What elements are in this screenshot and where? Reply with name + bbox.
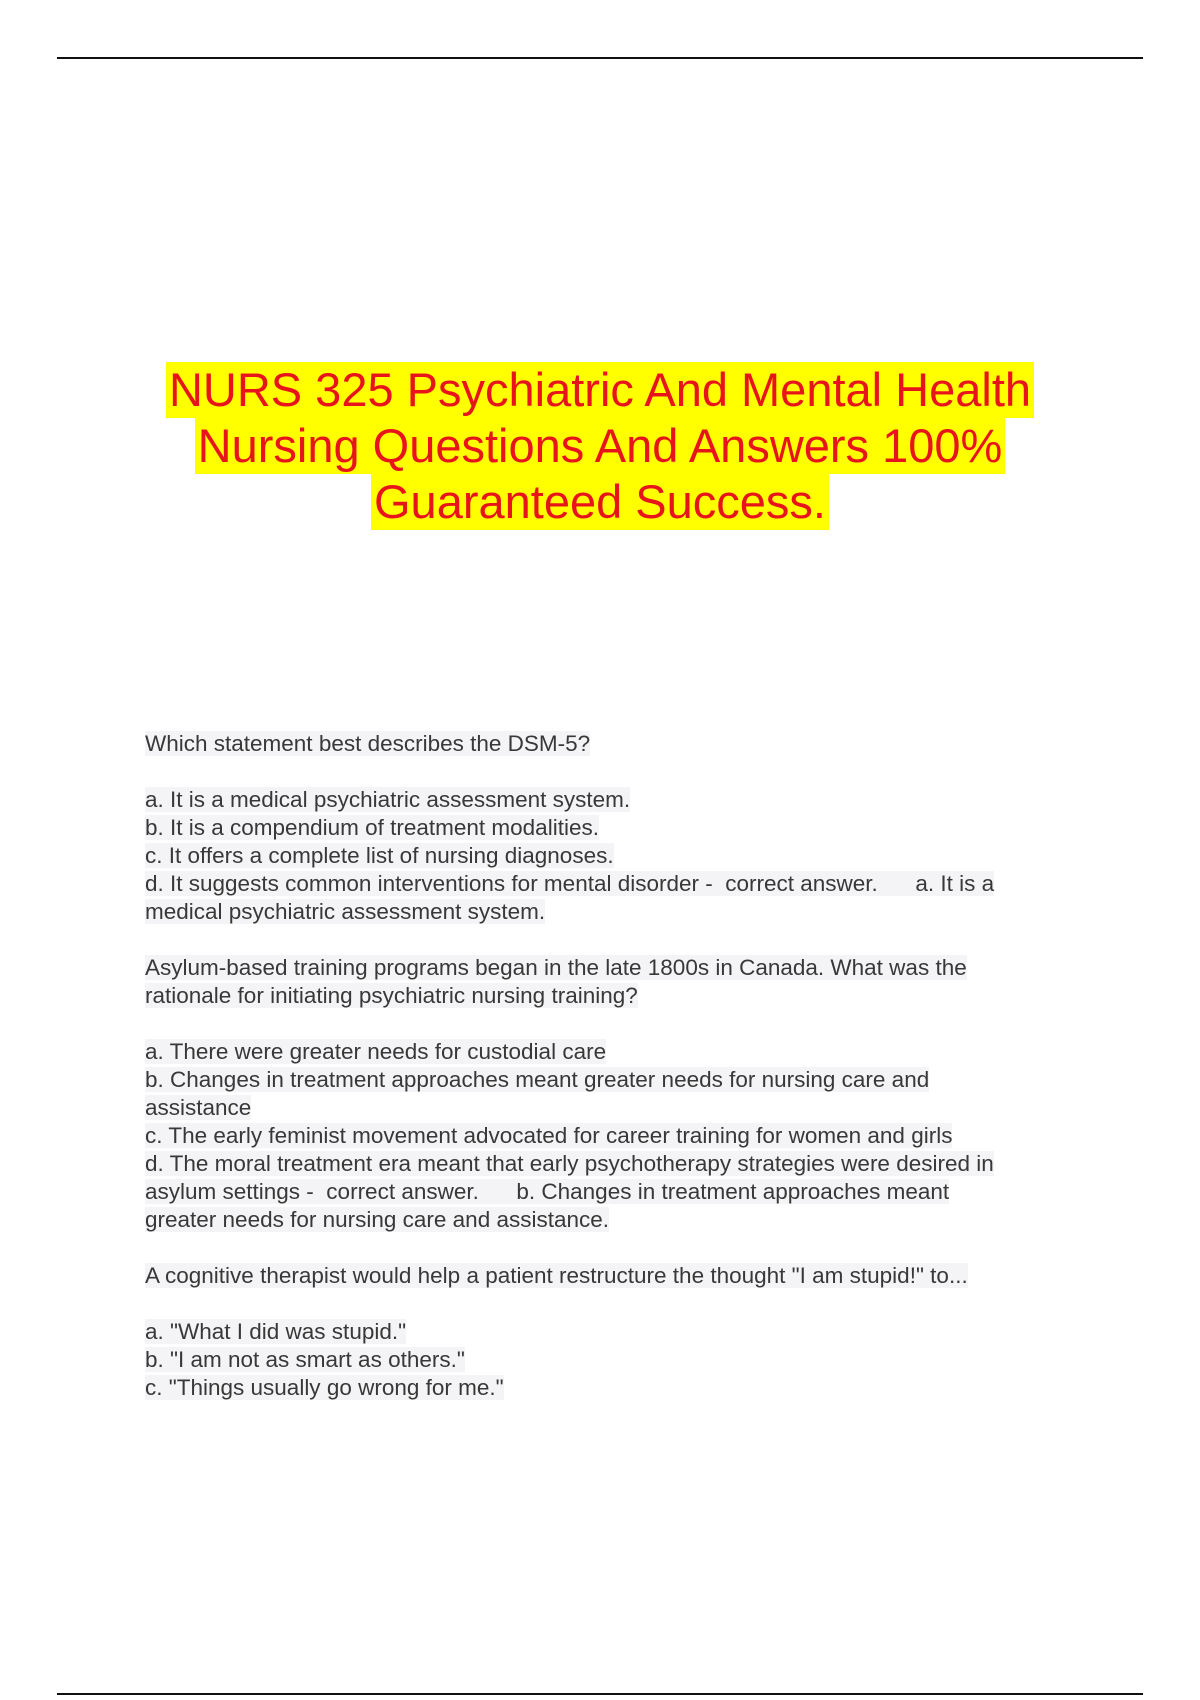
option-line: a. "What I did was stupid." [145,1319,407,1344]
option-line: assistance [145,1095,252,1120]
question-text: rationale for initiating psychiatric nursing training? [145,983,638,1008]
option-line: b. Changes in treatment approaches meant greater needs for nursing care and [145,1067,930,1092]
question-stem [145,730,1065,758]
option-line: asylum settings - correct answer. b. Changes in treatment approaches meant [145,1179,950,1204]
question-stem [145,954,1065,1010]
footer-rule [57,1693,1143,1695]
title-line: Guaranteed Success. [371,474,829,530]
title-line: NURS 325 Psychiatric And Mental Health [166,362,1034,418]
option-line: greater needs for nursing care and assistance. [145,1207,610,1232]
option-line: c. The early feminist movement advocated for career training for women and girls [145,1123,953,1148]
option-line: c. "Things usually go wrong for me." [145,1375,504,1400]
option-line: b. It is a compendium of treatment modalities. [145,815,599,840]
question-text: A cognitive therapist would help a patient restructure the thought "I am stupid!" to... [145,1263,968,1288]
header-rule [57,57,1143,59]
option-line: c. It offers a complete list of nursing diagnoses. [145,843,614,868]
title-line: Nursing Questions And Answers 100% [195,418,1006,474]
question-stem [145,1262,1065,1290]
option-line: d. It suggests common interventions for mental disorder - correct answer. a. It is a [145,871,995,896]
answer-options [145,1318,1065,1402]
question-text: Which statement best describes the DSM-5? [145,731,591,756]
answer-options [145,786,1065,926]
option-line: a. There were greater needs for custodial care [145,1039,607,1064]
option-line: b. "I am not as smart as others." [145,1347,465,1372]
option-line: d. The moral treatment era meant that early psychotherapy strategies were desired in [145,1151,994,1176]
question-text: Asylum-based training programs began in the late 1800s in Canada. What was the [145,955,967,980]
answer-options [145,1038,1065,1234]
option-line: a. It is a medical psychiatric assessment system. [145,787,631,812]
document-title [100,362,1100,530]
option-line: medical psychiatric assessment system. [145,899,546,924]
questions-list [145,730,1065,1430]
